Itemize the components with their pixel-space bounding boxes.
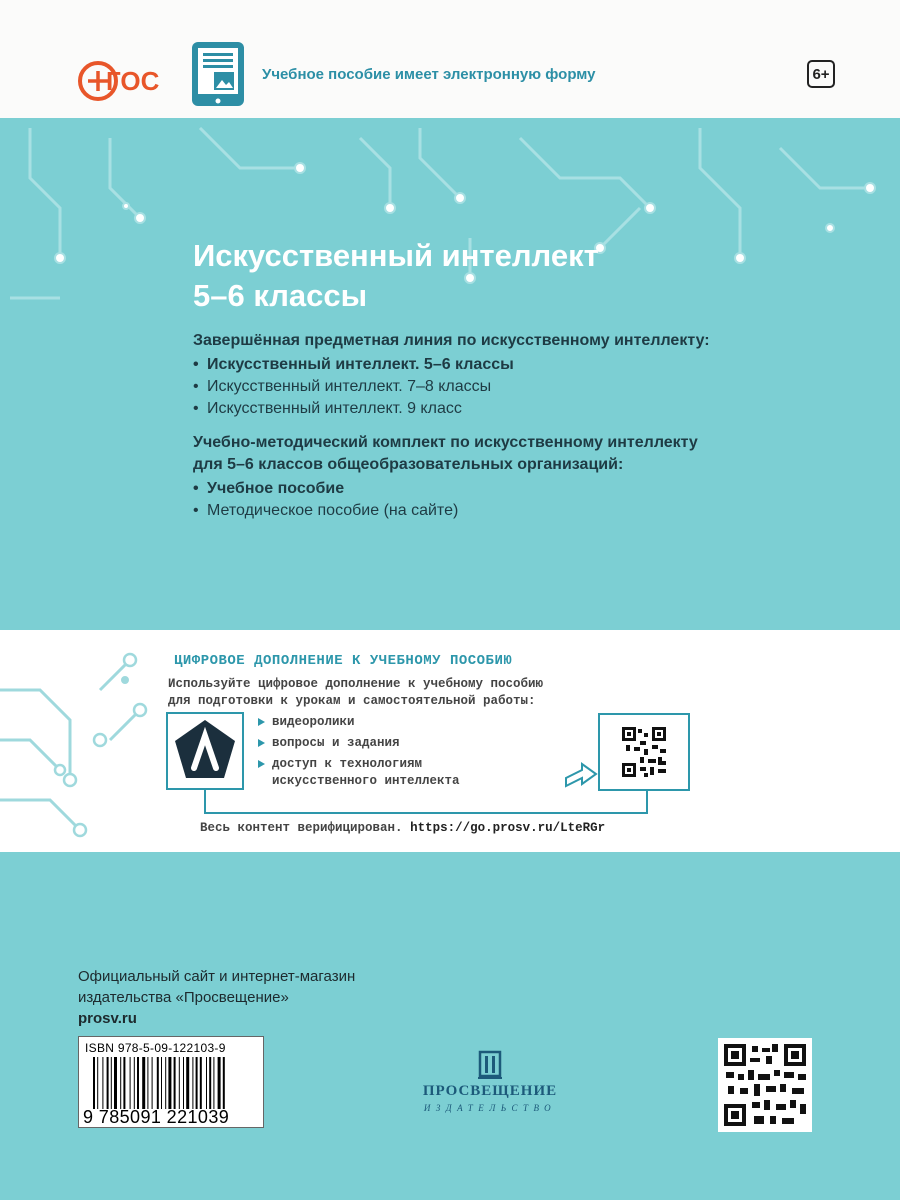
digital-supplement-list <box>258 712 460 792</box>
list-item: • Методическое пособие (на сайте) <box>193 500 698 522</box>
barcode-bar <box>130 1057 131 1109</box>
list-item: доступ к технологиям <box>258 754 460 775</box>
barcode-bar <box>218 1057 221 1109</box>
tablet-icon <box>190 40 246 108</box>
verified-note: Весь контент верифицирован. <box>200 821 403 835</box>
digital-qr-code[interactable] <box>598 713 690 791</box>
list-item: • Искусственный интеллект. 9 класс <box>193 398 710 420</box>
barcode-bar <box>123 1057 125 1109</box>
teaching-kit-heading-1: Учебно-методический комплект по искусственному интеллекту <box>193 434 698 451</box>
site-line-1: Официальный сайт и интернет-магазин <box>78 968 356 985</box>
teaching-kit-section <box>193 432 698 522</box>
list-item: видеоролики <box>258 712 460 733</box>
connector-line <box>204 790 648 814</box>
barcode-bar <box>111 1057 112 1109</box>
book-title <box>193 236 599 316</box>
barcode-bar <box>137 1057 139 1109</box>
subject-line-list <box>193 354 710 420</box>
isbn-barcode-block <box>78 1036 264 1128</box>
publisher-qr-code[interactable] <box>718 1038 812 1132</box>
subtitle-line-2: для подготовки к урокам и самостоятельной работы: <box>168 694 536 708</box>
barcode-icon <box>93 1057 255 1109</box>
barcode-bar <box>165 1057 166 1109</box>
digital-supplement-footer <box>200 821 605 835</box>
qr-code-icon <box>718 1038 812 1132</box>
electronic-form-note: Учебное пособие имеет электронную форму <box>262 66 596 83</box>
list-item: • Учебное пособие <box>193 478 698 500</box>
barcode-bar <box>161 1057 162 1109</box>
list-item: вопросы и задания <box>258 733 460 754</box>
barcode-bar <box>192 1057 193 1109</box>
barcode-bar <box>168 1057 171 1109</box>
digital-supplement-title: ЦИФРОВОЕ ДОПОЛНЕНИЕ К УЧЕБНОМУ ПОСОБИЮ <box>174 653 513 669</box>
isbn-digits: 9 785091 221039 <box>83 1107 230 1127</box>
barcode-bar <box>114 1057 117 1109</box>
circuit-decoration-left-icon <box>0 630 160 852</box>
barcode-bar <box>142 1057 145 1109</box>
digital-supplement-subtitle <box>168 676 543 710</box>
qr-code-icon <box>600 715 688 789</box>
barcode-bar <box>147 1057 148 1109</box>
age-rating-badge: 6+ <box>807 60 835 88</box>
barcode-bar <box>200 1057 202 1109</box>
barcode-bar <box>102 1057 103 1109</box>
barcode-bar <box>209 1057 211 1109</box>
barcode-bar <box>93 1057 95 1109</box>
teaching-kit-list <box>193 478 698 522</box>
barcode-bar <box>213 1057 214 1109</box>
subtitle-line-1: Используйте цифровое дополнение к учебному пособию <box>168 677 544 691</box>
site-line-2: издательства «Просвещение» <box>78 989 289 1006</box>
barcode-bar <box>179 1057 180 1109</box>
barcode-bar <box>97 1057 98 1109</box>
publisher-subtitle: ИЗДАТЕЛЬСТВО <box>423 1103 557 1113</box>
barcode-bar <box>174 1057 176 1109</box>
teaching-kit-heading-2: для 5–6 классов общеобразовательных организаций: <box>193 456 624 473</box>
barcode-bar <box>196 1057 198 1109</box>
subject-line-section <box>193 330 710 420</box>
publisher-site-info <box>78 966 355 1029</box>
lambda-icon <box>168 714 242 788</box>
fgos-label: ГОС <box>106 66 160 96</box>
title-line-2: 5–6 классы <box>193 278 368 313</box>
barcode-bar <box>152 1057 153 1109</box>
barcode-bar <box>134 1057 135 1109</box>
barcode-bar <box>223 1057 225 1109</box>
barcode-bar <box>157 1057 159 1109</box>
publisher-name: ПРОСВЕЩЕНИЕ <box>422 1083 558 1099</box>
supplement-link[interactable]: https://go.prosv.ru/LteRGr <box>410 821 606 835</box>
barcode-bar <box>186 1057 189 1109</box>
isbn-label: ISBN 978-5-09-122103-9 <box>85 1041 226 1055</box>
barcode-bar <box>120 1057 121 1109</box>
ai-app-logo <box>166 712 244 790</box>
barcode-bar <box>107 1057 109 1109</box>
title-line-1: Искусственный интеллект <box>193 238 599 273</box>
barcode-bar <box>183 1057 184 1109</box>
list-item-continuation: искусственного интеллекта <box>272 774 460 788</box>
list-item: • Искусственный интеллект. 7–8 классы <box>193 376 710 398</box>
barcode-bar <box>206 1057 207 1109</box>
site-url[interactable]: prosv.ru <box>78 1010 137 1027</box>
header-strip <box>0 0 900 118</box>
list-item: • Искусственный интеллект. 5–6 классы <box>193 354 710 376</box>
subject-line-heading: Завершённая предметная линия по искусственному интеллекту: <box>193 332 710 349</box>
